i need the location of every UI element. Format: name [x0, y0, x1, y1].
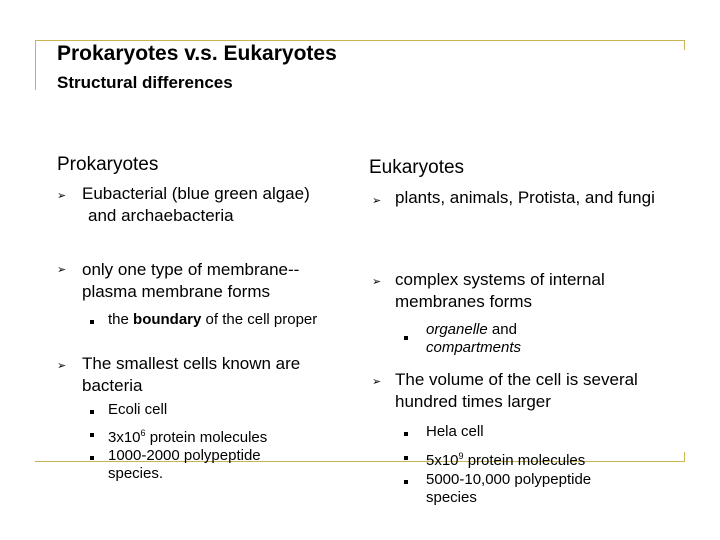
prokaryotes-sub-polypeptide: 1000-2000 polypeptide species. [108, 447, 261, 482]
square-bullet-icon [404, 456, 408, 460]
square-bullet-icon [404, 432, 408, 436]
square-bullet-icon [90, 320, 94, 324]
arrow-bullet-icon: ➢ [57, 360, 67, 372]
square-bullet-icon [90, 433, 94, 437]
eukaryotes-heading: Eukaryotes [369, 157, 465, 178]
arrow-bullet-icon: ➢ [372, 276, 382, 288]
eukaryotes-sub-hela: Hela cell [426, 423, 484, 440]
top-rule [35, 40, 685, 41]
right-rule [684, 40, 685, 50]
eukaryotes-bullet-1: plants, animals, Protista, and fungi [395, 188, 655, 207]
prokaryotes-bullet-1: Eubacterial (blue green algae) and archaebacteria [82, 184, 310, 225]
arrow-bullet-icon: ➢ [57, 190, 67, 202]
square-bullet-icon [404, 336, 408, 340]
arrow-bullet-icon: ➢ [372, 195, 382, 207]
prokaryotes-sub-ecoli: Ecoli cell [108, 401, 168, 418]
square-bullet-icon [404, 480, 408, 484]
square-bullet-icon [90, 456, 94, 460]
eukaryotes-sub-protein: $5x10^9$ protein molecules [426, 451, 586, 469]
prokaryotes-sub-protein: $3x10^6$ protein molecules [108, 428, 268, 446]
slide-subtitle: Structural differences [57, 73, 233, 92]
prokaryotes-sub-boundary: the boundary of the cell proper [108, 311, 318, 328]
bottom-right-rule [684, 452, 685, 462]
eukaryotes-sub-polypeptide: 5000-10,000 polypeptide species [426, 471, 592, 506]
prokaryotes-bullet-3: The smallest cells known are bacteria [82, 354, 301, 395]
arrow-bullet-icon: ➢ [372, 376, 382, 388]
eukaryotes-sub-organelle: organelle and compartments [426, 321, 522, 356]
eukaryotes-bullet-2: complex systems of internal membranes forms [395, 270, 605, 311]
prokaryotes-heading: Prokaryotes [57, 154, 159, 175]
arrow-bullet-icon: ➢ [57, 264, 67, 276]
left-rule [35, 40, 36, 90]
prokaryotes-bullet-2: only one type of membrane--plasma membrane forms [82, 260, 300, 301]
square-bullet-icon [90, 410, 94, 414]
slide-title: Prokaryotes v.s. Eukaryotes [57, 42, 337, 65]
eukaryotes-bullet-3: The volume of the cell is several hundred times larger [395, 370, 638, 411]
